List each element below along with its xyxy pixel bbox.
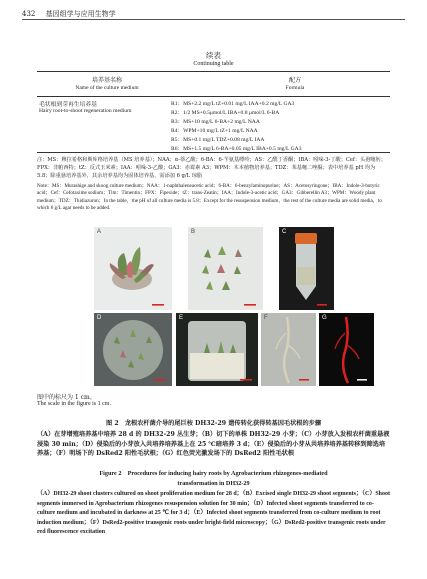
tube-illustration: [279, 227, 334, 310]
fluorescent-roots-illustration: [319, 313, 374, 386]
table-title-en: Continuing table: [193, 61, 234, 67]
header-rule: [22, 19, 405, 20]
journal-name: 基因组学与应用生物学: [45, 10, 116, 18]
formula-r4: R4：WPM+10 mg/L tZ+1 mg/L NAA: [171, 128, 258, 134]
running-header: [22, 9, 116, 19]
panel-label-c: C: [282, 229, 287, 235]
panel-label-g: G: [322, 315, 327, 321]
panel-f-photo: [261, 313, 316, 386]
panel-label-e: E: [179, 315, 184, 321]
table-note-en: Note：MS：Murashige and skoog culture medium；NAA：1-naphthaleneacetic acid；6-BA：6-benzylaminopurine；AS：Acetosyringone；IBA：Indole-3-butyric acid；Cef：Cefotaxime sodium；Tim：Timentin；FPX：Fipexide；tZ：trans-Zeatin；IAA：Indole-3-acetic acid；GA3：Gibberellin A3；WPM：Woody plant medium；TDZ：Thidiazuron；In the table，the pH of all culture media is 5.8；Except for the resuspension medium，the rest of the culture media are solid media，to which 6 g/L agar needs to be added.: [37, 183, 382, 212]
brightfield-roots-illustration: [261, 313, 316, 386]
panel-label-a: A: [97, 229, 102, 235]
scale-note-en: The scale in the figure is 1 cm.: [37, 401, 111, 407]
panel-g-photo: [319, 313, 374, 386]
scale-note-cn: 图中的标尺为 1 cm。: [37, 394, 96, 401]
col-header-formula-cn: 配方: [288, 77, 301, 84]
panel-b-photo: [188, 227, 263, 310]
panel-label-b: B: [191, 229, 196, 235]
table-title-cn: 续表: [206, 51, 221, 60]
caption-cn-title: 图 2 龙根农杆菌介导的尾巨桉 DH32-29 遗传转化获得转基因毛状根的步骤: [105, 420, 322, 427]
table-header-rule: [37, 96, 390, 97]
page-number: 432: [22, 10, 36, 18]
coculture-dish-illustration: [94, 313, 172, 386]
panel-c-photo: [279, 227, 334, 310]
panel-a-photo: [94, 227, 172, 310]
panel-label-d: D: [97, 315, 102, 321]
formula-r5: R5：MS+0.1 mg/L TDZ+0.08 mg/L IAA: [171, 137, 265, 143]
formula-r1: R1：MS+2.2 mg/L tZ+0.01 mg/L IAA+0.2 mg/L GA3: [171, 101, 295, 107]
col-header-formula-en: Formula: [285, 85, 305, 91]
col-header-name-en: Name of the culture medium: [75, 85, 139, 91]
caption-cn-body: （A）在芽增殖培养基中培养 28 d 的 DH32-29 丛生芽；（B）切下的单株 DH32-29 小芽；（C）小芽放入发根农杆菌重悬液浸染 30 min；（D）侵染后的小芽放入共培养培养基上在 25 ℃暗培养 3 d；（E）侵染后的小芽从共培养培养基转移到筛选培养基；（F）明场下的 DsRed2 阳性毛状根；（G）红色荧光激发场下的 DsRed2 阳性毛状根: [37, 431, 390, 458]
caption-en-body: （A）DH32-29 shoot clusters cultured on shoot proliferation medium for 28 d；（B）Excised single DH32-29 shoot segments；（C）Shoot segments immersed in Agrobacterium rhizogenes resuspension solution for 30 min；（D）Infected shoot segments transferred to co-culture medium and incubated in darkness at 25 ℃ for 3 d；（E）Infected shoot segments transferred from co-culture medium to root induction medium；（F）DsRed2-positive transgenic roots under bright-field microscopy；（G）DsRed2-positive transgenic roots under red fluorescence excitation: [37, 491, 391, 536]
table-top-rule: [37, 71, 390, 72]
table-note-cn: 注：MS：穆拉希格和斯库格培养基（MS 培养基）；NAA：α-萘乙酸；6-BA：6-苄氨基嘌呤；AS：乙酰丁香酮；IBA：吲哚-3-丁酸；Cef：头孢噻肟；FPX：非帕西特；tZ：反式玉米素；IAA：吲哚-3-乙酸；GA3：赤霉素 A3；WPM：木本植物培养基；TDZ：苯基噻二唑脲；表中培养基 pH 均为 5.8；除重悬培养基外，其余培养基均为固体培养基，需添加 6 g/L 琼脂: [37, 157, 386, 179]
single-shoots-illustration: [188, 227, 263, 310]
formula-r2: R2：1/2 MS+0.5μmol/L IBA+0.8 μmol/L 6-BA: [171, 110, 280, 116]
col-header-name-cn: 培养基名称: [91, 77, 122, 84]
panel-label-f: F: [264, 315, 268, 321]
caption-en-title-1: Figure 2 Procedures for inducing hairy roots by Agrobacterium rhizogenes-mediated: [99, 470, 328, 477]
panel-e-photo: [176, 313, 258, 386]
caption-en-title-2: transformation in DH32-29: [177, 480, 250, 487]
row-name-en: Hairy root-to-shoot regeneration medium: [39, 108, 132, 114]
formula-r3: R3：MS+10 mg/L 6-BA+2 mg/L NAA: [171, 119, 260, 125]
row-name-cn: 毛状根到芽再生培养基: [39, 102, 97, 108]
shoot-cluster-illustration: [94, 227, 172, 310]
formula-r6: R6：MS+1.5 mg/L 6-BA+0.05 mg/L IBA+0.5 mg/L GA3: [171, 146, 302, 152]
selection-medium-jar-illustration: [176, 313, 258, 386]
panel-d-photo: [94, 313, 172, 386]
table-bottom-rule: [37, 152, 390, 153]
